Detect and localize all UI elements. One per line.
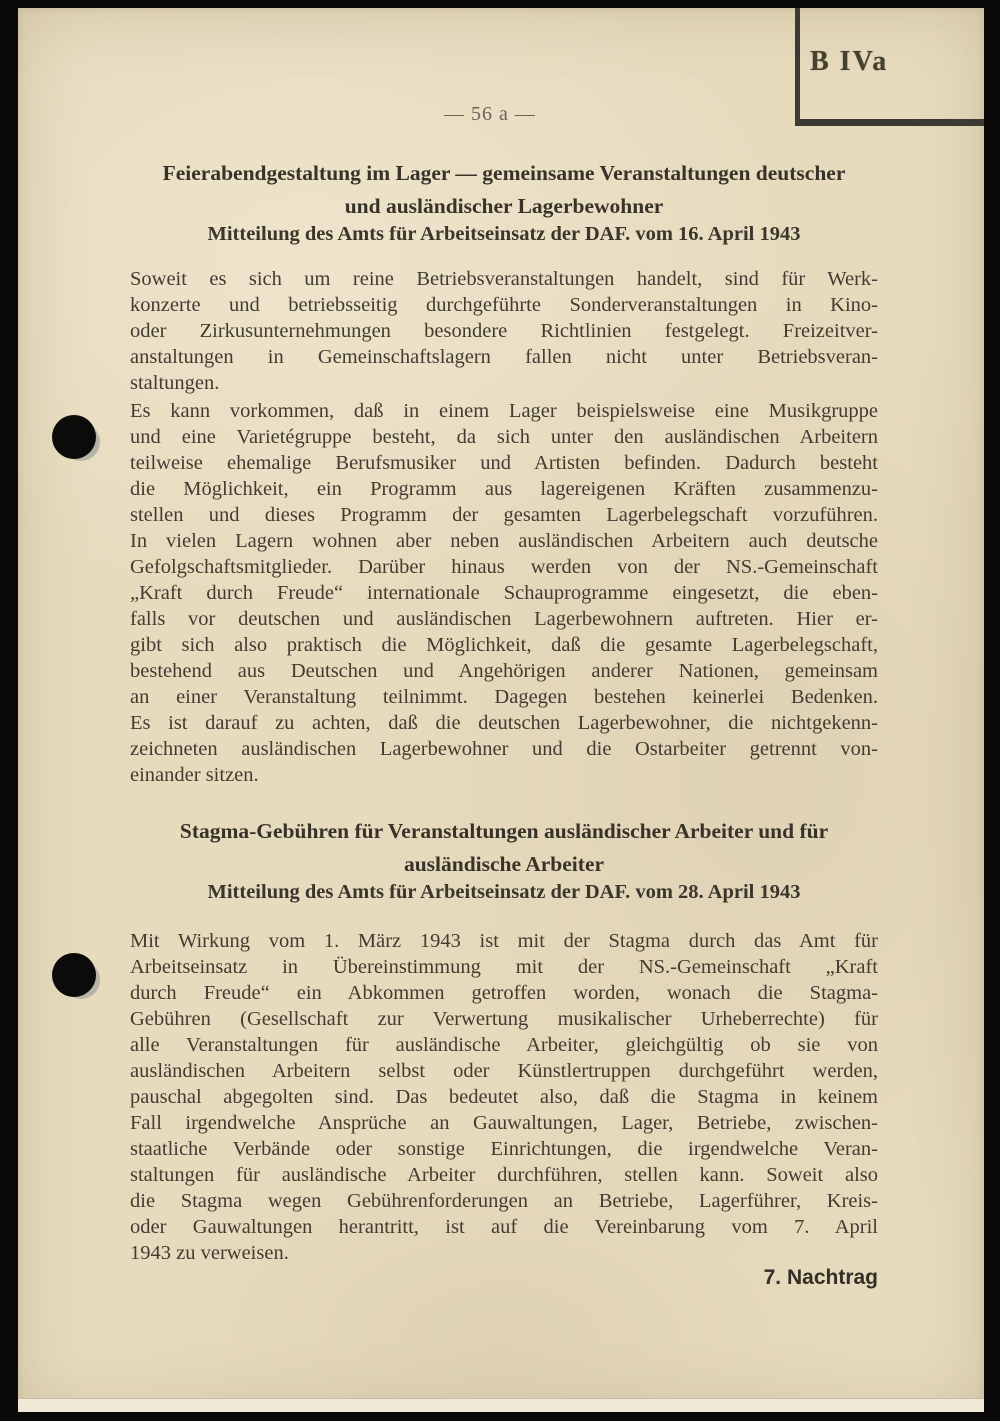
text-line: Soweit es sich um reine Betriebsveranstaltungen handelt, sind für Werk- (130, 268, 878, 290)
text-line: 1943 zu verweisen. (130, 1242, 289, 1264)
text-line: Es ist darauf zu achten, daß die deutschen Lagerbewohner, die nichtgekenn- (130, 712, 878, 734)
text-line: oder Zirkusunternehmungen besondere Richtlinien festgelegt. Freizeitver- (130, 320, 878, 342)
text-line: konzerte und betriebsseitig durchgeführte Sonderveranstaltungen in Kino- (130, 294, 878, 316)
text-line: pauschal abgegolten sind. Das bedeutet also, daß die Stagma in keinem (130, 1086, 878, 1108)
page-number: — 56 a — (444, 103, 536, 125)
paragraph-2 (130, 398, 878, 788)
text-line: falls vor deutschen und ausländischen Lagerbewohnern auftreten. Hier er- (130, 608, 878, 630)
section-title-2 (130, 815, 878, 881)
text-line: Gefolgschaftsmitglieder. Darüber hinaus werden von der NS.-Gemeinschaft (130, 556, 878, 578)
text-line: gibt sich also praktisch die Möglichkeit, daß die gesamte Lagerbelegschaft, (130, 634, 878, 656)
text-line: teilweise ehemalige Berufsmusiker und Artisten befinden. Dadurch besteht (130, 452, 878, 474)
text-line: Fall irgendwelche Ansprüche an Gauwaltungen, Lager, Betriebe, zwischen- (130, 1112, 878, 1134)
text-line: In vielen Lagern wohnen aber neben ausländischen Arbeitern auch deutsche (130, 530, 878, 552)
text-line: stellen und dieses Programm der gesamten Lagerbelegschaft vorzuführen. (130, 504, 878, 526)
section-subtitle-2: Mitteilung des Amts für Arbeitseinsatz der DAF. vom 28. April 1943 (207, 881, 801, 903)
text-line: anstaltungen in Gemeinschaftslagern fallen nicht unter Betriebsveran- (130, 346, 878, 368)
text-line: Es kann vorkommen, daß in einem Lager beispielsweise eine Musikgruppe (130, 400, 878, 422)
text-line: staatliche Verbände oder sonstige Einrichtungen, die irgendwelche Veran- (130, 1138, 878, 1160)
text-line: und ausländischer Lagerbewohner (344, 194, 664, 218)
text-line: „Kraft durch Freude“ internationale Schauprogramme eingesetzt, die eben- (130, 582, 878, 604)
text-line: die Möglichkeit, ein Programm aus lagereigenen Kräften zusammenzu- (130, 478, 878, 500)
classification-stamp: B IVa (810, 46, 889, 77)
text-line: staltungen für ausländische Arbeiter durchführen, stellen kann. Soweit also (130, 1164, 878, 1186)
text-line: staltungen. (130, 372, 220, 394)
text-line: bestehend aus Deutschen und Angehörigen anderer Nationen, gemeinsam (130, 660, 878, 682)
text-line: Arbeitseinsatz in Übereinstimmung mit der NS.-Gemeinschaft „Kraft (130, 956, 878, 978)
text-line: ausländische Arbeiter (403, 852, 605, 876)
text-line: einander sitzen. (130, 764, 259, 786)
paragraph-1 (130, 266, 878, 396)
section-title-1 (130, 157, 878, 223)
text-line: Mit Wirkung vom 1. März 1943 ist mit der Stagma durch das Amt für (130, 930, 878, 952)
paragraph-3 (130, 928, 878, 1266)
text-line: alle Veranstaltungen für ausländische Arbeiter, gleichgültig ob sie von (130, 1034, 878, 1056)
text-line: Gebühren (Gesellschaft zur Verwertung musikalischer Urheberrechte) für (130, 1008, 878, 1030)
text-line: oder Gauwaltungen herantritt, ist auf die Vereinbarung vom 7. April (130, 1216, 878, 1238)
text-line: ausländischen Arbeitern selbst oder Künstlertruppen durchgeführt werden, (130, 1060, 878, 1082)
text-line: zeichneten ausländischen Lagerbewohner und die Ostarbeiter getrennt von- (130, 738, 878, 760)
text-line: Feierabendgestaltung im Lager — gemeinsame Veranstaltungen deutscher (162, 161, 846, 185)
text-line: Stagma-Gebühren für Veranstaltungen ausländischer Arbeiter und für (179, 819, 829, 843)
text-line: die Stagma wegen Gebührenforderungen an Betriebe, Lagerführer, Kreis- (130, 1190, 878, 1212)
section-subtitle-1: Mitteilung des Amts für Arbeitseinsatz der DAF. vom 16. April 1943 (207, 223, 801, 245)
text-line: und eine Varietégruppe besteht, da sich unter den ausländischen Arbeitern (130, 426, 878, 448)
hole-punch (52, 953, 96, 997)
supplement-label: 7. Nachtrag (763, 1266, 878, 1289)
text-line: an einer Veranstaltung teilnimmt. Dagegen bestehen keinerlei Bedenken. (130, 686, 878, 708)
hole-punch (52, 415, 96, 459)
text-line: durch Freude“ ein Abkommen getroffen worden, wonach die Stagma- (130, 982, 878, 1004)
